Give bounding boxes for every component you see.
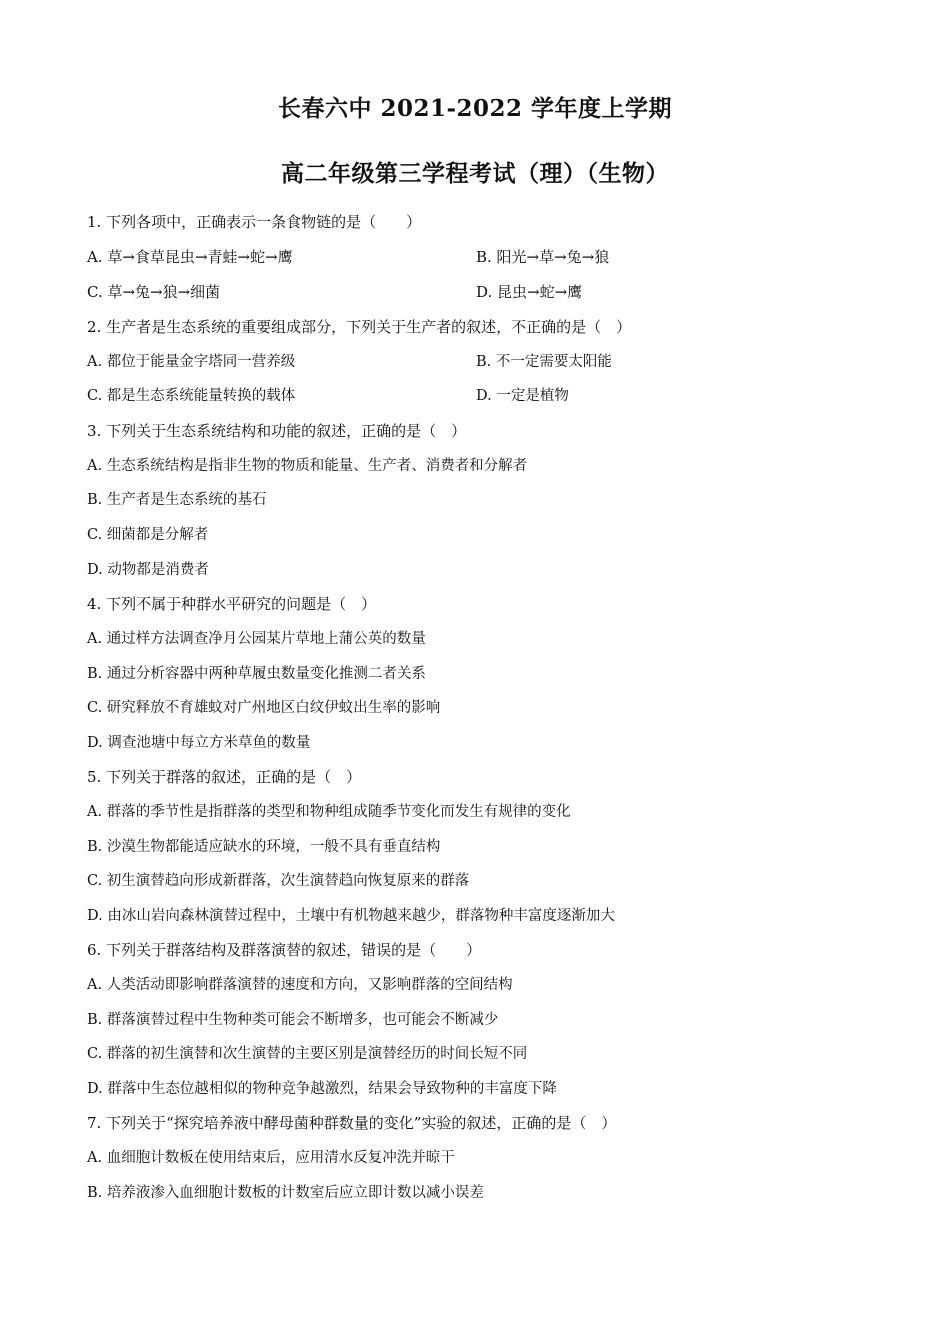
question-1-option-a: A. 草→食草昆虫→青蛙→蛇→鹰 [87, 248, 293, 266]
question-2-option-b: B. 不一定需要太阳能 [476, 354, 612, 370]
question-1-option-b: B. 阳光→草→兔→狼 [476, 248, 610, 266]
question-5-option-a: A. 群落的季节性是指群落的类型和物种组成随季节变化而发生有规律的变化 [87, 804, 571, 820]
question-3-stem: 3. 下列关于生态系统结构和功能的叙述，正确的是（ ） [87, 422, 467, 440]
question-1-stem: 1. 下列各项中，正确表示一条食物链的是（ ） [87, 213, 422, 231]
question-5-option-b: B. 沙漠生物都能适应缺水的环境，一般不具有垂直结构 [87, 839, 441, 855]
question-6-option-b: B. 群落演替过程中生物种类可能会不断增多，也可能会不断减少 [87, 1012, 499, 1028]
question-4-option-a: A. 通过样方法调查净月公园某片草地上蒲公英的数量 [87, 631, 426, 647]
question-5-option-d: D. 由冰山岩向森林演替过程中，土壤中有机物越来越少，群落物种丰富度逐渐加大 [87, 908, 615, 924]
exam-title-line2: 高二年级第三学程考试（理）（生物） [281, 160, 669, 187]
question-4-option-c: C. 研究释放不育雄蚊对广州地区白纹伊蚊出生率的影响 [87, 700, 441, 716]
question-2-option-a: A. 都位于能量金字塔同一营养级 [87, 354, 296, 370]
question-3-option-b: B. 生产者是生态系统的基石 [87, 492, 267, 508]
question-3-option-d: D. 动物都是消费者 [87, 562, 209, 578]
exam-title-line1: 长春六中 2021-2022 学年度上学期 [277, 95, 673, 122]
question-7-option-a: A. 血细胞计数板在使用结束后，应用清水反复冲洗并晾干 [87, 1150, 455, 1166]
question-7-stem: 7. 下列关于“探究培养液中酵母菌种群数量的变化”实验的叙述，正确的是（ ） [87, 1114, 617, 1132]
question-4-stem: 4. 下列不属于种群水平研究的问题是（ ） [87, 595, 377, 613]
question-2-stem: 2. 生产者是生态系统的重要组成部分，下列关于生产者的叙述，不正确的是（ ） [87, 318, 632, 336]
question-6-option-c: C. 群落的初生演替和次生演替的主要区别是演替经历的时间长短不同 [87, 1046, 528, 1062]
question-4-option-b: B. 通过分析容器中两种草履虫数量变化推测二者关系 [87, 666, 426, 682]
question-6-option-a: A. 人类活动即影响群落演替的速度和方向，又影响群落的空间结构 [87, 977, 513, 993]
question-1-option-d: D. 昆虫→蛇→鹰 [476, 283, 583, 301]
question-7-option-b: B. 培养液渗入血细胞计数板的计数室后应立即计数以减小误差 [87, 1185, 484, 1201]
question-1-option-c: C. 草→兔→狼→细菌 [87, 283, 221, 301]
question-3-option-c: C. 细菌都是分解者 [87, 527, 209, 543]
question-6-option-d: D. 群落中生态位越相似的物种竞争越激烈，结果会导致物种的丰富度下降 [87, 1081, 557, 1097]
question-6-stem: 6. 下列关于群落结构及群落演替的叙述，错误的是（ ） [87, 941, 482, 959]
question-4-option-d: D. 调查池塘中每立方米草鱼的数量 [87, 735, 311, 751]
question-2-option-c: C. 都是生态系统能量转换的载体 [87, 388, 296, 404]
question-5-stem: 5. 下列关于群落的叙述，正确的是（ ） [87, 768, 362, 786]
question-2-option-d: D. 一定是植物 [476, 388, 569, 404]
question-3-option-a: A. 生态系统结构是指非生物的物质和能量、生产者、消费者和分解者 [87, 458, 528, 474]
question-5-option-c: C. 初生演替趋向形成新群落，次生演替趋向恢复原来的群落 [87, 873, 470, 889]
